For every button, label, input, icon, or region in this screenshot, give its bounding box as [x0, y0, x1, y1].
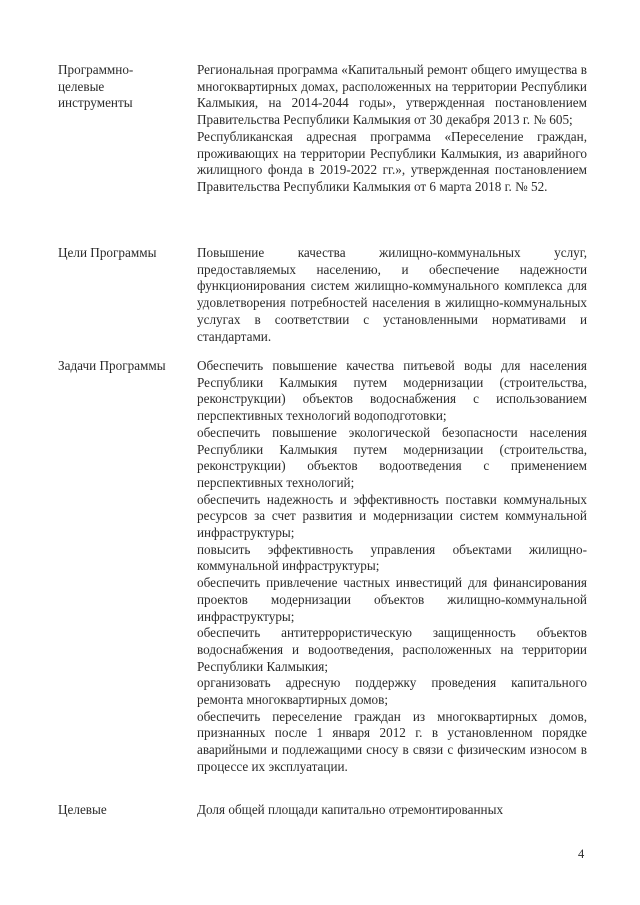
row-label: Цели Программы	[58, 245, 157, 260]
row-label: Целевые	[58, 802, 107, 817]
paragraph: обеспечить надежность и эффективность поставки коммунальных ресурсов за счет развития и модернизации систем коммунальной инфраструктуры;	[197, 491, 587, 541]
paragraph: Республиканская адресная программа «Переселение граждан, проживающих на территории Республики Калмыкия, из аварийного жилищного фонда в 2019-2022 гг.», утвержденная постановлением Правительства Республики Калмыкия от 6 марта 2018 г. № 52.	[197, 128, 587, 194]
row-content	[197, 62, 587, 196]
paragraph: повысить эффективность управления объектами жилищно-коммунальной инфраструктуры;	[197, 541, 587, 574]
page-number: 4	[578, 847, 585, 861]
paragraph: обеспечить привлечение частных инвестиций для финансирования проектов модернизации объектов жилищно-коммунальной инфраструктуры;	[197, 575, 587, 624]
paragraph: Доля общей площади капитально отремонтированных	[197, 802, 504, 817]
row-content	[197, 358, 587, 776]
paragraph: обеспечить переселение граждан из многоквартирных домов, признанных после 1 января 2012 г. в установленном порядке аварийными и подлежащими сносу в связи с физическим износом в процессе их эксплуатации.	[197, 708, 587, 774]
paragraph: организовать адресную поддержку проведения капитального ремонта многоквартирных домов;	[197, 675, 587, 708]
row-label: Программно- целевые инструменты	[58, 62, 134, 111]
paragraph: Обеспечить повышение качества питьевой воды для населения Республики Калмыкия путем модернизации (строительства, реконструкции) объектов водоснабжения с использованием перспективных технологий водоподготовки;	[197, 358, 587, 424]
paragraph: Региональная программа «Капитальный ремонт общего имущества в многоквартирных домах, расположенных на территории Республики Калмыкия, на 2014-2044 годы», утвержденная постановлением Правительства Республики Калмыкия от 30 декабря 2013 г. № 605;	[197, 62, 587, 128]
row-content	[197, 802, 587, 819]
paragraph: Повышение качества жилищно-коммунальных услуг, предоставляемых населению, и обеспечение надежности функционирования систем жилищно-коммунального комплекса для удовлетворения потребностей населения в жилищно-коммунальных услугах в соответствии с установленными нормативами и стандартами.	[197, 245, 587, 344]
row-label: Задачи Программы	[58, 358, 166, 373]
paragraph: обеспечить повышение экологической безопасности населения Республики Калмыкия путем модернизации (строительства, реконструкции) объектов водоотведения с применением перспективных технологий;	[197, 424, 587, 490]
row-content	[197, 245, 587, 345]
paragraph: обеспечить антитеррористическую защищенность объектов водоснабжения и водоотведения, расположенных на территории Республики Калмыкия;	[197, 625, 587, 674]
